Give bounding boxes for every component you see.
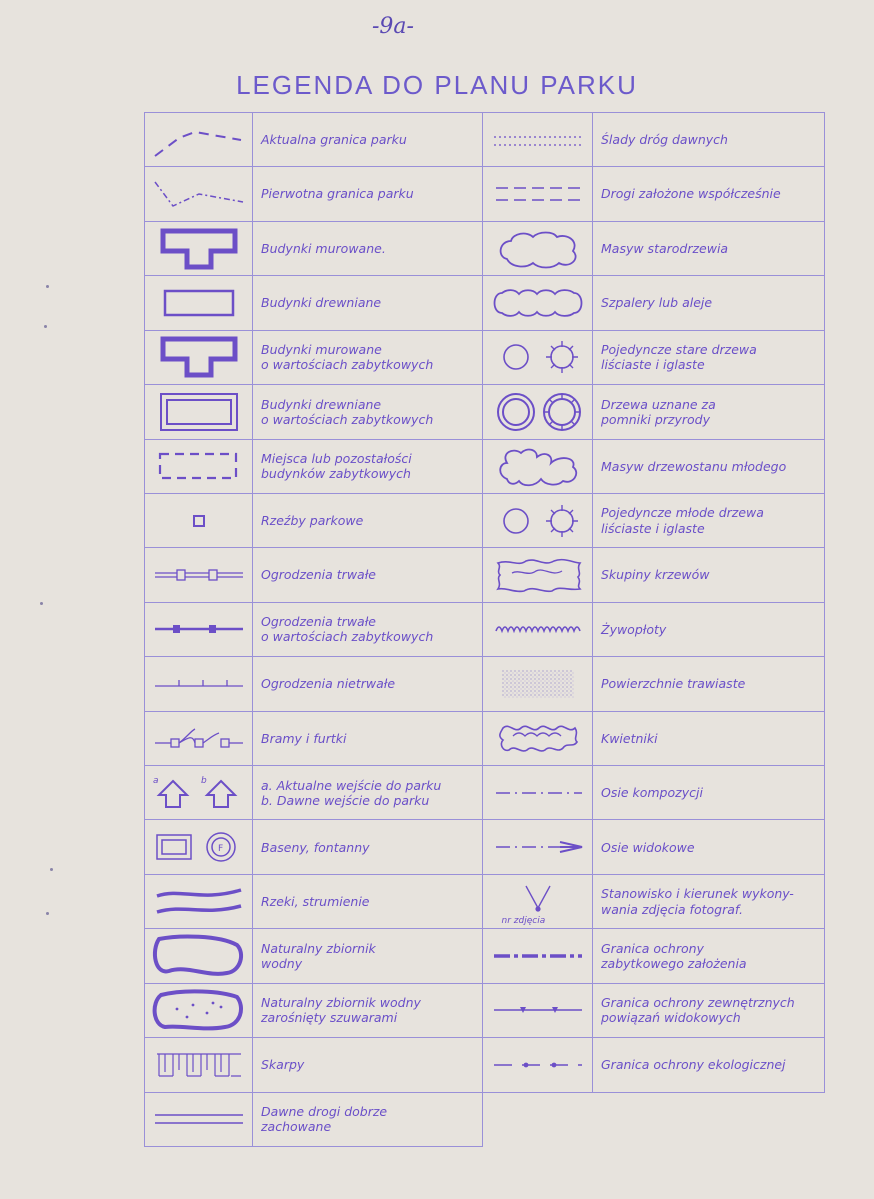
composition-axis-icon (490, 785, 586, 801)
legend-symbol (145, 875, 253, 929)
dotted-line-icon (488, 125, 588, 155)
tree-mass-icon (493, 227, 583, 271)
single-trees-icon (490, 337, 586, 377)
gate-icon (151, 721, 247, 755)
t-shaped-building-icon (157, 335, 241, 379)
legend-symbol (145, 494, 253, 548)
legend-label: Budynki drewniane (253, 276, 483, 330)
legend-label: Rzeki, strumienie (253, 875, 483, 929)
young-tree-mass-icon (493, 443, 583, 489)
legend-symbol (483, 929, 593, 983)
legend-label: Aktualna granica parku (253, 113, 483, 167)
legend-symbol (483, 603, 593, 657)
permanent-fence-icon (151, 565, 247, 585)
legend-symbol (145, 1038, 253, 1092)
preserved-old-road-icon (151, 1109, 247, 1129)
legend-symbol (145, 820, 253, 874)
photo-point-icon (490, 882, 586, 926)
legend-symbol (483, 548, 593, 602)
double-rectangle-icon (157, 390, 241, 434)
legend-label: Pojedyncze stare drzewa liściaste i iglaste (593, 331, 825, 385)
hedge-icon (490, 619, 586, 639)
legend-symbol (483, 276, 593, 330)
legend-symbol (145, 657, 253, 711)
legend-label: Granica ochrony zabytkowego założenia (593, 929, 825, 983)
legend-symbol (483, 331, 593, 385)
margin-mark (50, 868, 53, 871)
legend-table (144, 112, 825, 1147)
legend-symbol (145, 331, 253, 385)
legend-symbol (145, 766, 253, 820)
legend-symbol (145, 712, 253, 766)
legend-label: Pojedyncze młode drzewa liściaste i iglaste (593, 494, 825, 548)
legend-label: Ogrodzenia nietrwałe (253, 657, 483, 711)
flowerbed-icon (493, 720, 583, 756)
legend-symbol (483, 113, 593, 167)
legend-label: Osie kompozycji (593, 766, 825, 820)
legend-symbol (483, 1038, 593, 1092)
legend-symbol (145, 167, 253, 221)
double-dashed-line-icon (488, 179, 588, 209)
legend-symbol (145, 222, 253, 276)
legend-symbol (483, 712, 593, 766)
t-shaped-building-icon (157, 227, 241, 271)
escarpment-icon (151, 1048, 247, 1082)
margin-mark (46, 285, 49, 288)
entrance-arrows-icon (151, 773, 247, 813)
legend-label: Kwietniki (593, 712, 825, 766)
shrub-group-icon (490, 555, 586, 595)
small-square-icon (189, 511, 209, 531)
legend-label: Skarpy (253, 1038, 483, 1092)
dashed-rectangle-icon (154, 446, 244, 486)
legend-symbol (145, 603, 253, 657)
legend-label: Drogi założone współcześnie (593, 167, 825, 221)
legend-label: Naturalny zbiornik wodny zarośnięty szuwarami (253, 984, 483, 1038)
river-icon (151, 882, 247, 922)
rectangle-building-icon (157, 285, 241, 321)
temporary-fence-icon (151, 674, 247, 694)
page-number: -9a- (372, 14, 414, 39)
legend-symbol (483, 875, 593, 929)
legend-symbol (483, 657, 593, 711)
legend-symbol (145, 440, 253, 494)
legend-symbol (145, 113, 253, 167)
historic-fence-icon (151, 619, 247, 639)
legend-label: Drzewa uznane za pomniki przyrody (593, 385, 825, 439)
legend-symbol (145, 984, 253, 1038)
legend-symbol (483, 494, 593, 548)
legend-symbol (483, 820, 593, 874)
legend-symbol (145, 929, 253, 983)
legend-label: Granica ochrony ekologicznej (593, 1038, 825, 1092)
grass-surface-icon (490, 666, 586, 702)
dashed-line-icon (149, 120, 249, 160)
dash-dot-line-icon (149, 174, 249, 214)
legend-label: Rzeźby parkowe (253, 494, 483, 548)
water-body-icon (149, 931, 249, 981)
legend-label: Ogrodzenia trwałe o wartościach zabytkowych (253, 603, 483, 657)
margin-mark (44, 325, 47, 328)
pool-fountain-icon (151, 829, 247, 865)
view-protection-line-icon (490, 1000, 586, 1020)
legend-label: Budynki drewniane o wartościach zabytkowych (253, 385, 483, 439)
svg-text:F: F (217, 844, 223, 855)
margin-mark (40, 602, 43, 605)
legend-symbol (145, 276, 253, 330)
svg-text:a: a (152, 775, 159, 786)
empty-cell (593, 1093, 825, 1147)
legend-label: Bramy i furtki (253, 712, 483, 766)
overgrown-water-body-icon (149, 985, 249, 1035)
legend-label: Granica ochrony zewnętrznych powiązań widokowych (593, 984, 825, 1038)
monument-trees-icon (488, 389, 588, 435)
empty-cell (483, 1093, 593, 1147)
legend-label: Baseny, fontanny (253, 820, 483, 874)
legend-label: Masyw drzewostanu młodego (593, 440, 825, 494)
photo-number-caption: nr zdjęcia (501, 915, 546, 926)
legend-label: Budynki murowane o wartościach zabytkowych (253, 331, 483, 385)
legend-symbol (483, 984, 593, 1038)
legend-label: Szpalery lub aleje (593, 276, 825, 330)
legend-label: Naturalny zbiornik wodny (253, 929, 483, 983)
legend-symbol (145, 548, 253, 602)
tree-row-icon (490, 286, 586, 320)
legend-label: a. Aktualne wejście do parku b. Dawne wejście do parku (253, 766, 483, 820)
legend-symbol (483, 440, 593, 494)
legend-symbol (483, 167, 593, 221)
page-title: LEGENDA DO PLANU PARKU (236, 70, 638, 100)
heritage-protection-line-icon (490, 948, 586, 964)
legend-label: Miejsca lub pozostałości budynków zabytkowych (253, 440, 483, 494)
legend-symbol (145, 385, 253, 439)
legend-label: Żywopłoty (593, 603, 825, 657)
margin-mark (46, 912, 49, 915)
legend-label: Budynki murowane. (253, 222, 483, 276)
legend-label: Skupiny krzewów (593, 548, 825, 602)
legend-label: Pierwotna granica parku (253, 167, 483, 221)
legend-label: Osie widokowe (593, 820, 825, 874)
legend-symbol (483, 222, 593, 276)
legend-symbol (145, 1093, 253, 1147)
legend-symbol (483, 385, 593, 439)
view-axis-icon (490, 837, 586, 857)
legend-label: Ślady dróg dawnych (593, 113, 825, 167)
young-single-trees-icon (490, 501, 586, 541)
legend-label: Powierzchnie trawiaste (593, 657, 825, 711)
legend-label: Masyw starodrzewia (593, 222, 825, 276)
legend-label: Stanowisko i kierunek wykony- wania zdjęcia fotograf. (593, 875, 825, 929)
ecological-protection-line-icon (490, 1057, 586, 1073)
legend-symbol (483, 766, 593, 820)
legend-label: Ogrodzenia trwałe (253, 548, 483, 602)
svg-text:b: b (200, 775, 207, 786)
legend-label: Dawne drogi dobrze zachowane (253, 1093, 483, 1147)
